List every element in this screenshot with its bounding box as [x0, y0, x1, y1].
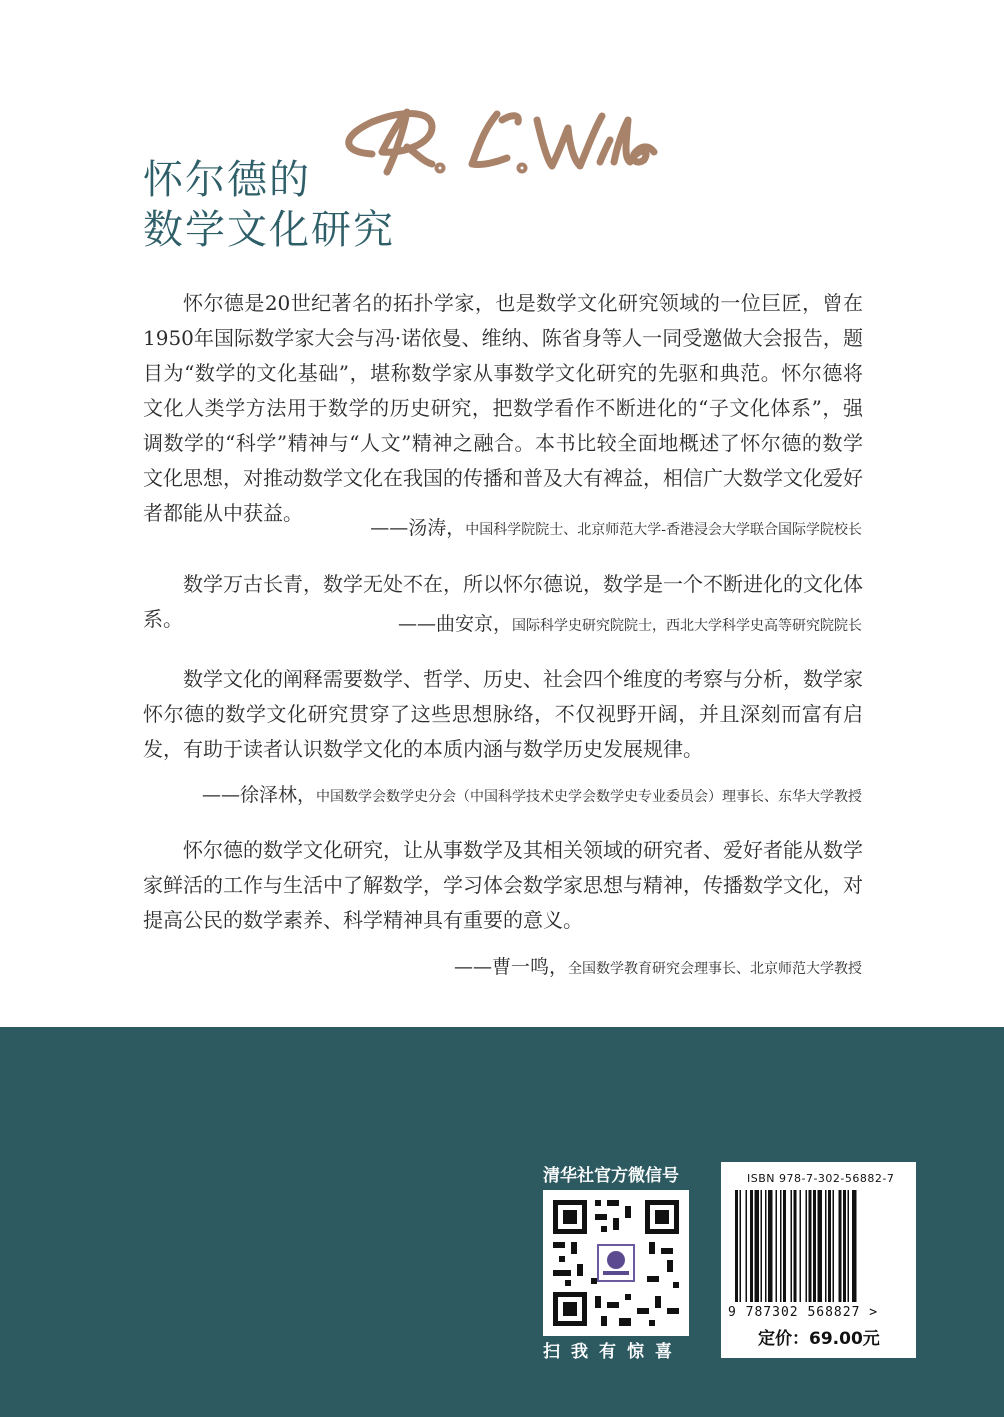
- quote-2-role: 国际科学史研究院院士，西北大学科学史高等研究院院长: [512, 618, 862, 634]
- scan-label: 扫我有惊喜: [543, 1342, 683, 1362]
- quote-3-role: 中国数学会数学史分会（中国科学技术史学会数学史专业委员会）理事长、东华大学教授: [316, 789, 862, 805]
- barcode-bar: [839, 1190, 842, 1302]
- quote-1-role: 中国科学院院士、北京师范大学-香港浸会大学联合国际学院校长: [465, 522, 862, 538]
- qr-code-icon: [543, 1190, 689, 1336]
- barcode-bar: [783, 1190, 786, 1302]
- barcode-digits: 9 787302 568827 >: [728, 1305, 879, 1320]
- barcode-bar: [843, 1190, 846, 1302]
- book-title-line2: 数学文化研究: [143, 207, 395, 253]
- barcode-bar: [746, 1190, 748, 1302]
- barcode-bar: [852, 1190, 857, 1302]
- barcode-bar: [800, 1190, 802, 1302]
- wilder-signature: [332, 92, 662, 202]
- wechat-label: 清华社官方微信号: [543, 1166, 679, 1186]
- barcode-bar: [813, 1190, 816, 1302]
- book-title-line1: 怀尔德的: [143, 157, 311, 203]
- barcode-bar: [755, 1190, 760, 1302]
- barcode-bar: [780, 1190, 782, 1302]
- barcode-bar: [833, 1190, 835, 1302]
- price: 定价：69.00元: [758, 1329, 880, 1349]
- barcode-bar: [809, 1190, 812, 1302]
- quote-3-author: ——徐泽林，: [201, 784, 316, 806]
- barcode-bar: [768, 1190, 773, 1302]
- barcode-bar: [806, 1190, 808, 1302]
- barcode-bar: [735, 1190, 738, 1302]
- quote-4-author: ——曹一鸣，: [453, 956, 568, 978]
- isbn-text: ISBN 978-7-302-56882-7: [747, 1172, 895, 1185]
- barcode-bar: [750, 1190, 753, 1302]
- barcode-bar: [794, 1190, 797, 1302]
- barcode-bar: [776, 1190, 778, 1302]
- barcode-bar: [828, 1190, 831, 1302]
- quote-3-attribution: [202, 780, 862, 807]
- quote-4-role: 全国数学教育研究会理事长、北京师范大学教授: [568, 961, 862, 977]
- quote-4-text: 怀尔德的数学文化研究，让从事数学及其相关领域的研究者、爱好者能从数学家鲜活的工作与生活中了解数学，学习体会数学家思想与精神，传播数学文化，对提高公民的数学素养、科学精神具有重要的意义。: [143, 838, 863, 932]
- barcode-bar: [818, 1190, 823, 1302]
- qr-code[interactable]: [543, 1190, 689, 1336]
- barcode-bar: [848, 1190, 850, 1302]
- quote-3-text: 数学文化的阐释需要数学、哲学、历史、社会四个维度的考察与分析，数学家怀尔德的数学文化研究贯穿了这些思想脉络，不仅视野开阔，并且深刻而富有启发，有助于读者认识数学文化的本质内涵与数学历史发展规律。: [143, 667, 863, 761]
- barcode-bar: [740, 1190, 742, 1302]
- quote-2-author: ——曲安京，: [397, 613, 512, 635]
- barcode-bar: [765, 1190, 767, 1302]
- quote-4-attribution: [454, 952, 862, 979]
- quote-1-text: 怀尔德是20世纪著名的拓扑学家，也是数学文化研究领域的一位巨匠，曾在1950年国际数学家大会与冯·诺依曼、维纳、陈省身等人一同受邀做大会报告，题目为“数学的文化基础”，堪称数学家从事数学文化研究的先驱和典范。怀尔德将文化人类学方法用于数学的历史研究，把数学看作不断进化的“子文化体系”，强调数学的“科学”精神与“人文”精神之融合。本书比较全面地概述了怀尔德的数学文化思想，对推动数学文化在我国的传播和普及大有裨益，相信广大数学文化爱好者都能从中获益。: [143, 291, 863, 525]
- quote-2-text: 数学万古长青，数学无处不在，所以怀尔德说，数学是一个不断进化的文化体系。: [143, 572, 863, 631]
- quote-2-attribution: [398, 609, 862, 636]
- quote-1-author: ——汤涛，: [370, 517, 466, 539]
- barcode-bar: [761, 1190, 763, 1302]
- barcode-bar: [791, 1190, 793, 1302]
- quote-1-attribution: [370, 513, 862, 540]
- barcode-bar: [825, 1190, 827, 1302]
